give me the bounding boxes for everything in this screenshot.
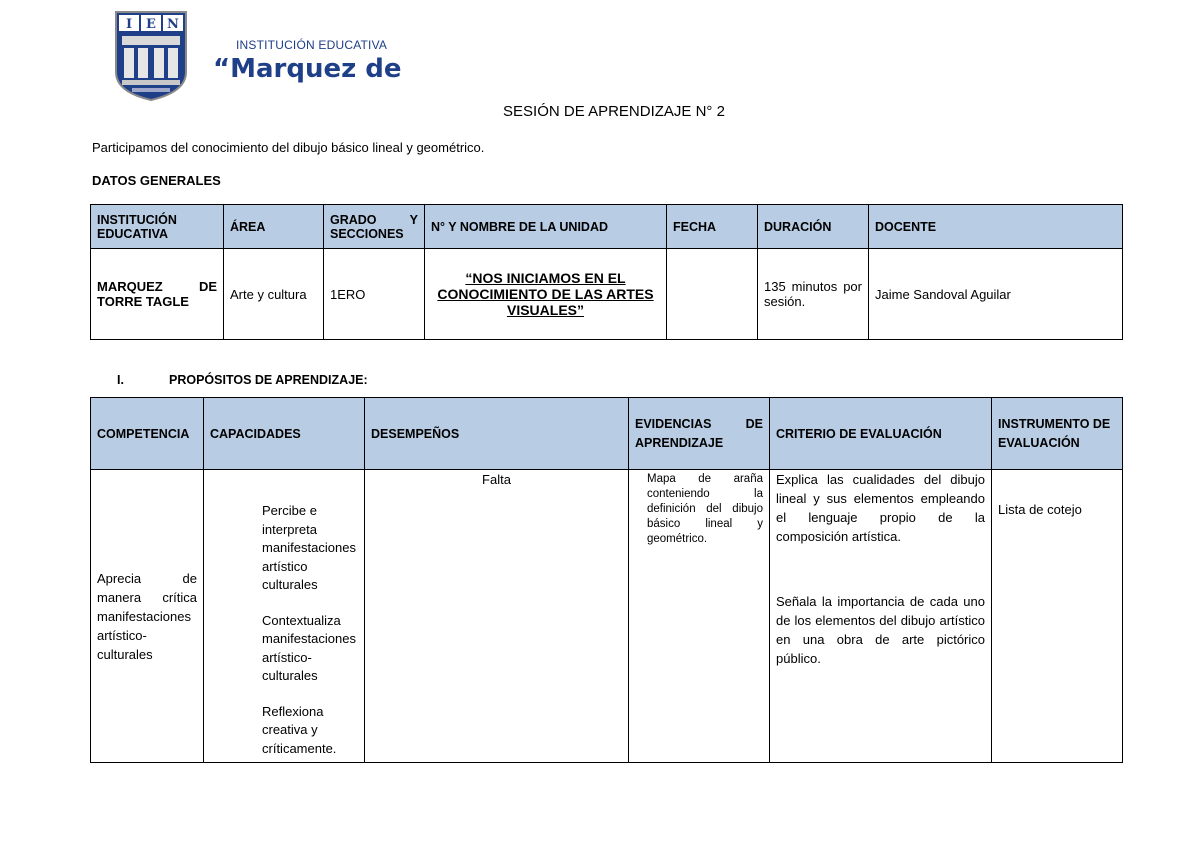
cell-grado: 1ERO	[324, 249, 425, 340]
institution-name: “Marquez de	[213, 54, 402, 84]
header-fecha: FECHA	[667, 205, 758, 249]
header-grado: GRADO Y SECCIONES	[324, 205, 425, 249]
cell-docente: Jaime Sandoval Aguilar	[869, 249, 1123, 340]
institution-label: INSTITUCIÓN EDUCATIVA	[236, 38, 388, 52]
header-evidencias: EVIDENCIAS DE APRENDIZAJE	[629, 398, 770, 470]
cell-duracion: 135 minutos por sesión.	[758, 249, 869, 340]
criterio-item: Explica las cualidades del dibujo lineal y sus elementos empleando el lenguaje propio de la composición artística.	[776, 472, 985, 544]
capacidad-item: Reflexiona creativa y críticamente.	[262, 703, 337, 756]
general-data-table	[90, 204, 1123, 340]
header-competencia: COMPETENCIA	[91, 398, 204, 470]
header-capacidades: CAPACIDADES	[204, 398, 365, 470]
header-duracion: DURACIÓN	[758, 205, 869, 249]
header-area: ÁREA	[224, 205, 324, 249]
unit-name: “NOS INICIAMOS EN EL CONOCIMIENTO DE LAS ARTES VISUALES”	[437, 270, 654, 318]
capacidad-item: Contextualiza manifestaciones artístico-culturales	[262, 612, 356, 683]
header-instrumento: INSTRUMENTO DE EVALUACIÓN	[992, 398, 1123, 470]
table-row	[91, 470, 1123, 763]
cell-institucion: MARQUEZ DE TORRE TAGLE	[91, 249, 224, 340]
cell-fecha	[667, 249, 758, 340]
svg-text:E: E	[146, 17, 156, 32]
table-header-row	[91, 205, 1123, 249]
header-desempenos: DESEMPEÑOS	[365, 398, 629, 470]
capacidad-item: Percibe e interpreta manifestaciones artístico culturales	[262, 503, 356, 592]
table-header-row	[91, 398, 1123, 470]
cell-unidad	[425, 249, 667, 340]
school-crest-logo	[114, 10, 188, 102]
cell-evidencias: Mapa de araña conteniendo la definición del dibujo básico lineal y geométrico.	[629, 470, 770, 763]
cell-capacidades	[204, 470, 365, 763]
section-title: PROPÓSITOS DE APRENDIZAJE:	[169, 373, 368, 387]
section-number: I.	[117, 373, 124, 387]
criterio-item: Señala la importancia de cada uno de los elementos del dibujo artístico en una obra de arte pictórico público.	[776, 594, 985, 666]
header-institucion: INSTITUCIÓN EDUCATIVA	[91, 205, 224, 249]
header-docente: DOCENTE	[869, 205, 1123, 249]
session-subtitle: Participamos del conocimiento del dibujo básico lineal y geométrico.	[92, 140, 485, 155]
document-title: SESIÓN DE APRENDIZAJE N° 2	[503, 103, 725, 120]
cell-competencia: Aprecia de manera crítica manifestaciones artístico-culturales	[91, 470, 204, 763]
datos-generales-heading: DATOS GENERALES	[92, 173, 221, 188]
cell-area: Arte y cultura	[224, 249, 324, 340]
header-criterio: CRITERIO DE EVALUACIÓN	[770, 398, 992, 470]
table-row	[91, 249, 1123, 340]
propositos-heading	[117, 373, 368, 387]
svg-text:N: N	[167, 17, 179, 32]
header-unidad: N° Y NOMBRE DE LA UNIDAD	[425, 205, 667, 249]
cell-instrumento: Lista de cotejo	[992, 470, 1123, 763]
learning-purposes-table	[90, 397, 1123, 763]
cell-desempenos: Falta	[365, 470, 629, 763]
cell-criterio	[770, 470, 992, 763]
svg-text:I: I	[125, 17, 133, 32]
